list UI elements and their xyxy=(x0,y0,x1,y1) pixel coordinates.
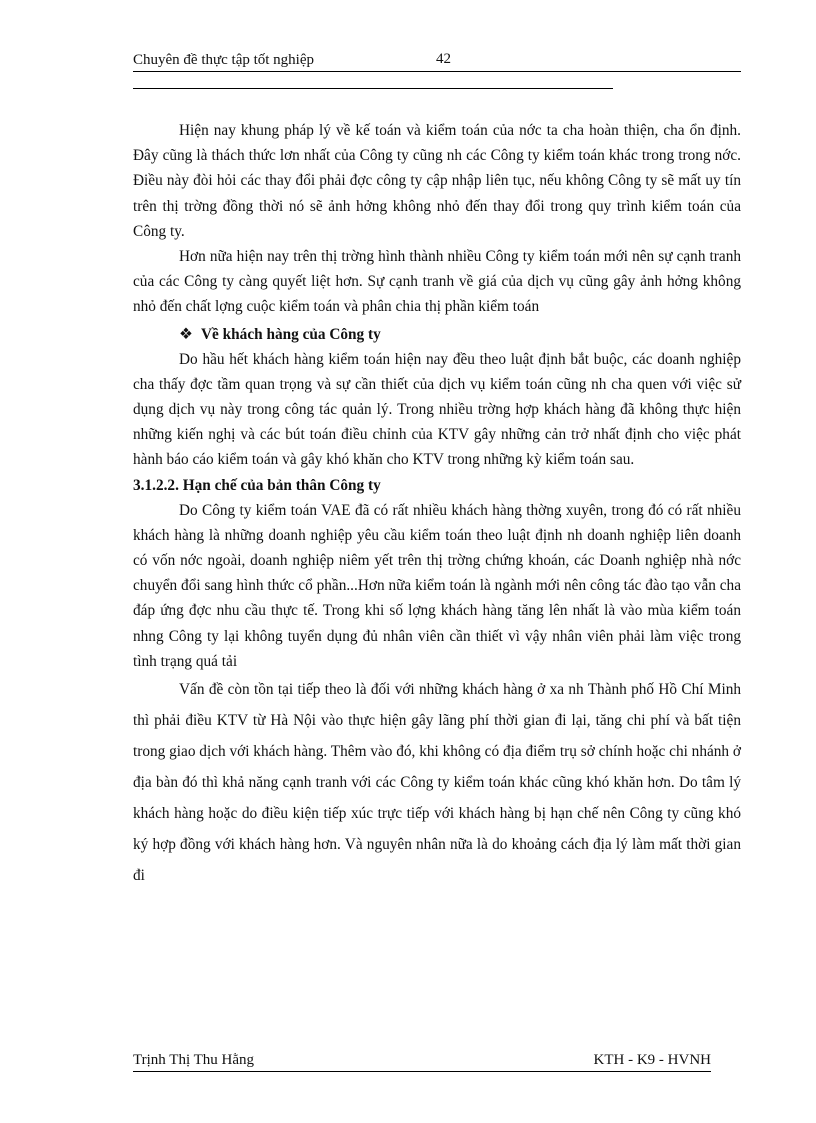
paragraph-customers: Do hầu hết khách hàng kiểm toán hiện nay đều theo luật định bắt buộc, các doanh nghiệp cha thấy đợc tầm quan trọng và sự cần thiết của dịch vụ kiểm toán cũng nh cha quen với việc sử dụng dịch vụ này trong công tác quản lý. Trong nhiều trờng hợp khách hàng đã không thực hiện những kiến nghị và các bút toán điều chỉnh của KTV gây những cản trở nhất định cho việc phát hành báo cáo kiểm toán và gây khó khăn cho KTV trong những kỳ kiểm toán sau. xyxy=(133,350,741,469)
page-footer xyxy=(133,1052,711,1076)
paragraph-distance: Vấn đề còn tồn tại tiếp theo là đối với những khách hàng ở xa nh Thành phố Hồ Chí Minh thì phải điều KTV từ Hà Nội vào thực hiện gây lãng phí thời gian đi lại, tăng chi phí và bất tiện trong giao dịch với khách hàng. Thêm vào đó, khi không có địa điểm trụ sở chính hoặc chi nhánh ở địa bàn đó thì khả năng cạnh tranh với các Công ty kiểm toán khác cũng khó khăn hơn. Do tâm lý khách hàng hoặc do điều kiện tiếp xúc trực tiếp với khách hàng bị hạn chế nên Công ty cũng khó ký hợp đồng với khách hàng hơn. Và nguyên nhân nữa là do khoảng cách địa lý làm mất thời gian đi xyxy=(133,681,741,885)
heading-section-3122: 3.1.2.2. Hạn chế của bản thân Công ty xyxy=(133,476,381,494)
heading-customers-text: Về khách hàng của Công ty xyxy=(201,325,381,343)
footer-rule xyxy=(133,1071,711,1072)
footer-class: KTH - K9 - HVNH xyxy=(593,1052,711,1068)
document-body xyxy=(133,118,741,891)
paragraph-legal-framework: Hiện nay khung pháp lý về kế toán và kiểm toán của nớc ta cha hoàn thiện, cha ổn định. Đây cũng là thách thức lơn nhất của Công ty cũng nh các Công ty kiểm toán khác trong trong nớc. Điều này đòi hỏi các thay đổi phải đợc công ty cập nhập liên tục, nếu không Công ty sẽ mất uy tín trên thị trờng đồng thời nó sẽ ảnh hởng không nhỏ đến thay đổi trong quy trình kiểm toán của Công ty. xyxy=(133,122,741,240)
footer-author: Trịnh Thị Thu Hằng xyxy=(133,1052,254,1068)
header-rule xyxy=(133,71,741,72)
paragraph-competition: Hơn nữa hiện nay trên thị trờng hình thành nhiều Công ty kiểm toán mới nên sự cạnh tranh của các Công ty càng quyết liệt hơn. Sự cạnh tranh về giá của dịch vụ cũng gây ảnh hởng không nhỏ đến chất lợng cuộc kiểm toán và phân chia thị phần kiểm toán xyxy=(133,248,741,316)
diamond-bullet-icon: ❖ xyxy=(179,325,193,343)
heading-customers xyxy=(179,323,741,347)
header-title: Chuyên đề thực tập tốt nghiệp xyxy=(133,52,315,68)
paragraph-company-limits: Do Công ty kiểm toán VAE đã có rất nhiều khách hàng thờng xuyên, trong đó có rất nhiều khách hàng là những doanh nghiệp yêu cầu kiểm toán theo luật định nh doanh nghiệp liên doanh có vốn nớc ngoài, doanh nghiệp niêm yết trên thị trờng chứng khoán, các Doanh nghiệp nhà nớc chuyển đổi sang hình thức cổ phần...Hơn nữa kiểm toán là ngành mới nên công tác đào tạo vẫn cha đáp ứng đợc nhu cầu thực tế. Trong khi số lợng khách hàng tăng lên nhất là vào mùa kiểm toán nhng Công ty lại không tuyển dụng đủ nhân viên cần thiết vì vậy nhân viên phải làm việc trong tình trạng quá tải xyxy=(133,501,741,670)
page-header xyxy=(133,52,741,72)
header-rule-secondary xyxy=(133,88,613,89)
page-number: 42 xyxy=(436,51,451,67)
